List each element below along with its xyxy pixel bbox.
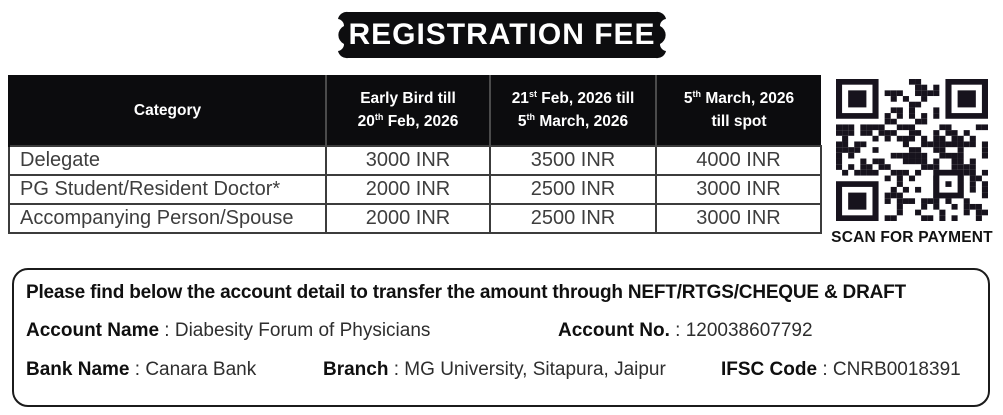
qr-caption: SCAN FOR PAYMENT (831, 229, 993, 246)
fee-table (8, 75, 822, 234)
fee-cell: 3500 INR (490, 146, 656, 175)
fee-table-body (9, 146, 821, 233)
column-header-category: Category (9, 75, 326, 146)
category-cell: PG Student/Resident Doctor* (9, 175, 326, 204)
fee-cell: 2000 INR (326, 175, 490, 204)
fee-cell: 3000 INR (326, 146, 490, 175)
column-header-late-period: 5th March, 2026 till spot (656, 75, 821, 146)
account-field-ifsc-code: IFSC Code : CNRB0018391 (721, 359, 961, 380)
payment-qr-section (831, 79, 993, 247)
table-row (9, 146, 821, 175)
account-row (26, 357, 980, 383)
column-header-mid-period: 21st Feb, 2026 till 5th March, 2026 (490, 75, 656, 146)
account-row (26, 318, 980, 344)
table-row (9, 175, 821, 204)
account-field-account-name: Account Name : Diabesity Forum of Physicians (26, 320, 431, 341)
fee-cell: 2000 INR (326, 204, 490, 233)
table-row (9, 204, 821, 233)
fee-cell: 2500 INR (490, 175, 656, 204)
fee-cell: 4000 INR (656, 146, 821, 175)
fee-table-header-row (9, 75, 821, 146)
fee-cell: 2500 INR (490, 204, 656, 233)
fee-cell: 3000 INR (656, 175, 821, 204)
account-details-box (12, 268, 990, 407)
fee-cell: 3000 INR (656, 204, 821, 233)
title-banner (331, 11, 673, 59)
payment-qr-code (836, 79, 988, 221)
column-header-early-bird: Early Bird till 20th Feb, 2026 (326, 75, 490, 146)
category-cell: Delegate (9, 146, 326, 175)
account-rows (26, 318, 980, 383)
account-field-branch: Branch : MG University, Sitapura, Jaipur (323, 359, 666, 380)
account-field-bank-name: Bank Name : Canara Bank (26, 359, 257, 380)
category-cell: Accompanying Person/Spouse (9, 204, 326, 233)
account-heading: Please find below the account detail to transfer the amount through NEFT/RTGS/CHEQUE & DRAFT (26, 282, 906, 303)
fee-table-header (9, 75, 821, 146)
account-field-account-no: Account No. : 120038607792 (558, 320, 813, 341)
page-title: REGISTRATION FEE (348, 18, 656, 51)
